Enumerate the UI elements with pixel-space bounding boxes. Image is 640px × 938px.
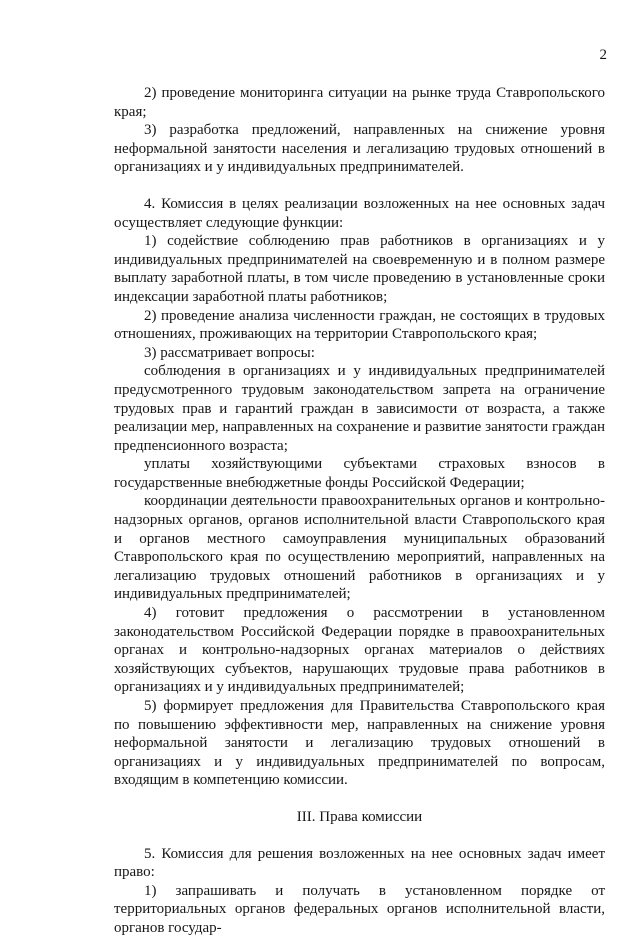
paragraph: 2) проведение мониторинга ситуации на рынке труда Ставропольского края; (114, 85, 605, 120)
paragraph-gap (114, 177, 605, 195)
document-body (114, 84, 605, 938)
paragraph: соблюдения в организациях и у индивидуальных предпринимателей предусмотренного трудовым законодательством запрета на ограничение трудовых прав и гарантий граждан в зависимости от возраста, а также реализации мер, направленных на сохранение и развитие занятости граждан предпенсионного возраста; (114, 363, 605, 454)
paragraph: 1) содействие соблюдению прав работников в организациях и у индивидуальных предпринимателей на своевременную и в полном размере выплату заработной платы, в том числе проведению в установленные сроки индексации заработной платы работников; (114, 233, 605, 305)
paragraph: уплаты хозяйствующими субъектами страховых взносов в государственные внебюджетные фонды Российской Федерации; (114, 456, 605, 491)
paragraph: 4) готовит предложения о рассмотрении в установленном законодательством Российской Федерации порядке в правоохранительных органах и контрольно-надзорных органах материалов о действиях хозяйствующих субъектов, нарушающих трудовые права работников в организациях и у индивидуальных предпринимателей; (114, 605, 605, 696)
section-heading: III. Права комиссии (296, 808, 423, 825)
page-number: 2 (599, 47, 607, 63)
paragraph: 3) рассматривает вопросы: (144, 344, 315, 361)
paragraph: 4. Комиссия в целях реализации возложенных на нее основных задач осуществляет следующие функции: (114, 195, 605, 231)
paragraph: 3) разработка предложений, направленных на снижение уровня неформальной занятости населения и легализацию трудовых отношений в организациях и у индивидуальных предпринимателей. (114, 122, 605, 176)
paragraph: 1) запрашивать и получать в установленном порядке от территориальных органов федеральных органов исполнительной власти, органов государ- (114, 882, 605, 936)
paragraph: 2) проведение анализа численности граждан, не состоящих в трудовых отношениях, проживающих на территории Ставропольского края; (114, 307, 605, 343)
paragraph: координации деятельности правоохранительных органов и контрольно-надзорных органов, органов исполнительной власти Ставропольского края и органов местного самоуправления муниципальных образований Ставропольского края по осуществлению мероприятий, направленных на легализацию трудовых отношений работников в организациях и у индивидуальных предпринимателей; (114, 493, 605, 603)
paragraph: 5) формирует предложения для Правительства Ставропольского края по повышению эффективности мер, направленных на снижение уровня неформальной занятости и легализацию трудовых отношений в организациях и у индивидуальных предпринимателей по вопросам, входящим в компетенцию комиссии. (114, 698, 605, 789)
paragraph: 5. Комиссия для решения возложенных на нее основных задач имеет право: (114, 845, 605, 881)
